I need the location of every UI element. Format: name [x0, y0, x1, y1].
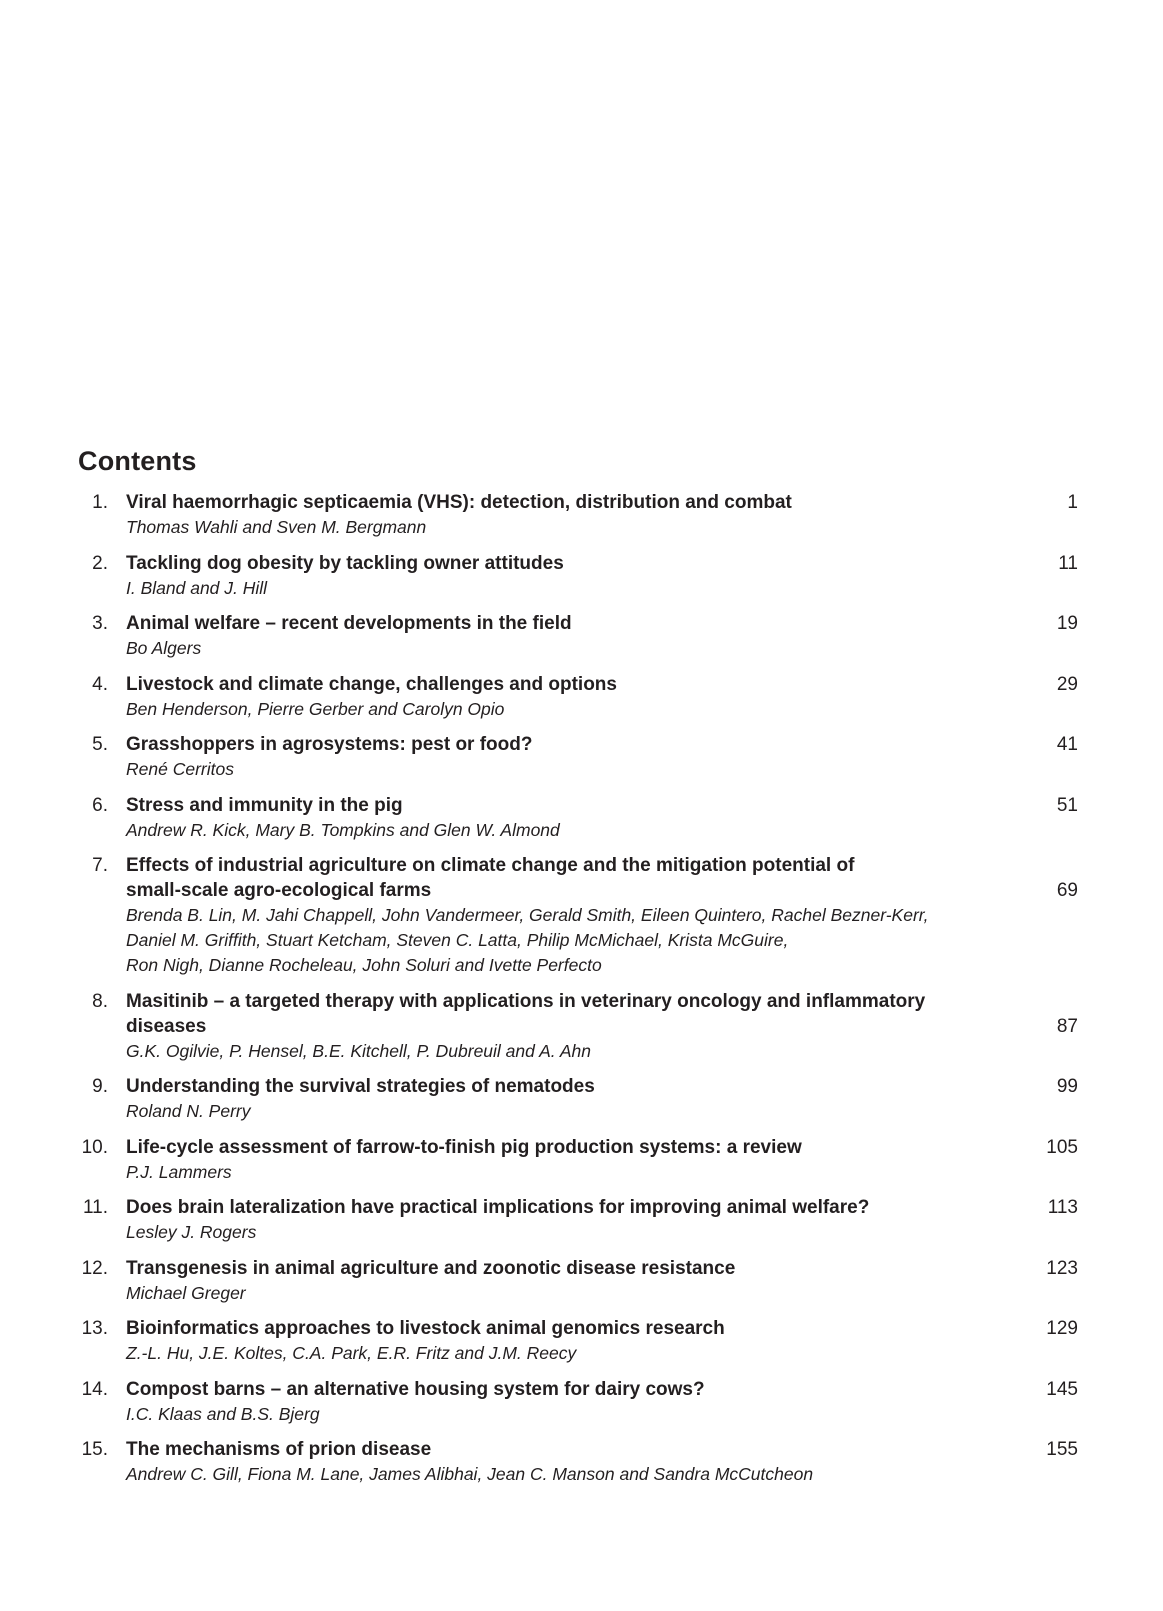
- chapter-title-line: Bioinformatics approaches to livestock animal genomics research: [126, 1318, 725, 1339]
- chapter-body: [108, 490, 1078, 540]
- chapter-title-line: small-scale agro-ecological farms: [126, 880, 432, 901]
- chapter-title-line: Livestock and climate change, challenges and options: [126, 673, 617, 695]
- chapter-page-number: 41: [1056, 734, 1078, 755]
- chapter-page-number: 105: [1046, 1136, 1078, 1158]
- toc-entry: [78, 793, 1078, 843]
- toc-entry: [78, 490, 1078, 540]
- chapter-body: [108, 1316, 1078, 1366]
- chapter-title-line: diseases: [126, 1015, 207, 1037]
- chapter-page-number: 99: [1056, 1076, 1078, 1097]
- chapter-title-line: The mechanisms of prion disease: [126, 1439, 432, 1460]
- chapter-title-line: Effects of industrial agriculture on climate change and the mitigation potential of: [126, 855, 855, 876]
- chapter-body: [108, 672, 1078, 722]
- chapter-authors-line: Roland N. Perry: [126, 1101, 251, 1121]
- chapter-body: [108, 989, 1078, 1064]
- chapter-title-line: Stress and immunity in the pig: [126, 794, 403, 816]
- toc-entry: [78, 1074, 1078, 1124]
- chapter-number: 11.: [82, 1197, 108, 1218]
- chapter-number: 15.: [81, 1439, 108, 1460]
- contents-heading: Contents: [78, 446, 197, 476]
- chapter-number: 9.: [92, 1076, 108, 1097]
- toc-entry: [78, 551, 1078, 601]
- table-of-contents: [78, 490, 1078, 1498]
- chapter-body: [108, 1377, 1078, 1427]
- chapter-page-number: 113: [1047, 1197, 1078, 1218]
- toc-entry: [78, 1256, 1078, 1306]
- chapter-authors-line: Daniel M. Griffith, Stuart Ketcham, Steven C. Latta, Philip McMichael, Krista McGuire,: [126, 930, 789, 950]
- chapter-number: 6.: [92, 794, 108, 816]
- chapter-authors-line: Michael Greger: [126, 1282, 246, 1303]
- chapter-number: 5.: [92, 734, 108, 755]
- chapter-body: [108, 1074, 1078, 1124]
- toc-entry: [78, 989, 1078, 1064]
- toc-entry: [78, 611, 1078, 661]
- chapter-authors-line: Ron Nigh, Dianne Rocheleau, John Soluri and Ivette Perfecto: [126, 955, 602, 975]
- chapter-number: 4.: [92, 673, 108, 695]
- chapter-authors-line: Andrew R. Kick, Mary B. Tompkins and Glen W. Almond: [126, 819, 560, 840]
- chapter-title-line: Viral haemorrhagic septicaemia (VHS): detection, distribution and combat: [126, 492, 792, 513]
- chapter-number: 10.: [81, 1136, 108, 1158]
- chapter-page-number: 87: [1056, 1015, 1078, 1037]
- chapter-authors-line: René Cerritos: [126, 759, 234, 779]
- chapter-title-line: Grasshoppers in agrosystems: pest or food?: [126, 734, 533, 755]
- chapter-title-line: Does brain lateralization have practical implications for improving animal welfare?: [126, 1197, 870, 1218]
- toc-entry: [78, 1437, 1078, 1487]
- chapter-page-number: 19: [1056, 613, 1078, 634]
- chapter-page-number: 11: [1058, 552, 1078, 574]
- chapter-body: [108, 853, 1078, 978]
- chapter-number: 3.: [92, 613, 108, 634]
- chapter-page-number: 155: [1046, 1439, 1078, 1460]
- chapter-page-number: 51: [1056, 794, 1078, 816]
- chapter-page-number: 145: [1046, 1378, 1078, 1400]
- chapter-authors-line: Z.-L. Hu, J.E. Koltes, C.A. Park, E.R. Fritz and J.M. Reecy: [126, 1343, 577, 1363]
- chapter-number: 7.: [92, 855, 108, 876]
- chapter-title-line: Transgenesis in animal agriculture and zoonotic disease resistance: [126, 1257, 736, 1279]
- chapter-authors-line: Brenda B. Lin, M. Jahi Chappell, John Vandermeer, Gerald Smith, Eileen Quintero, Rachel Bezner-Kerr,: [126, 905, 929, 925]
- chapter-body: [108, 611, 1078, 661]
- chapter-authors-line: Ben Henderson, Pierre Gerber and Carolyn Opio: [126, 698, 505, 719]
- chapter-body: [108, 1256, 1078, 1306]
- chapter-authors-line: I. Bland and J. Hill: [126, 577, 268, 598]
- chapter-authors-line: I.C. Klaas and B.S. Bjerg: [126, 1403, 320, 1424]
- chapter-number: 13.: [81, 1318, 108, 1339]
- chapter-title-line: Animal welfare – recent developments in the field: [126, 613, 572, 634]
- chapter-authors-line: P.J. Lammers: [126, 1161, 232, 1182]
- chapter-title-line: Understanding the survival strategies of nematodes: [126, 1076, 595, 1097]
- toc-entry: [78, 1377, 1078, 1427]
- chapter-page-number: 69: [1056, 880, 1078, 901]
- chapter-number: 14.: [81, 1378, 108, 1400]
- toc-entry: [78, 732, 1078, 782]
- chapter-page-number: 129: [1046, 1318, 1078, 1339]
- chapter-body: [108, 551, 1078, 601]
- chapter-authors-line: G.K. Ogilvie, P. Hensel, B.E. Kitchell, P. Dubreuil and A. Ahn: [126, 1040, 591, 1061]
- chapter-number: 2.: [92, 552, 108, 574]
- chapter-authors-line: Lesley J. Rogers: [126, 1222, 257, 1242]
- toc-entry: [78, 1195, 1078, 1245]
- chapter-page-number: 29: [1056, 673, 1078, 695]
- chapter-title-line: Life-cycle assessment of farrow-to-finish pig production systems: a review: [126, 1136, 802, 1158]
- toc-entry: [78, 853, 1078, 978]
- chapter-page-number: 1: [1067, 492, 1078, 513]
- chapter-title-line: Tackling dog obesity by tackling owner attitudes: [126, 552, 564, 574]
- chapter-number: 8.: [92, 990, 108, 1012]
- chapter-authors-line: Bo Algers: [126, 638, 202, 658]
- chapter-title-line: Compost barns – an alternative housing system for dairy cows?: [126, 1378, 705, 1400]
- chapter-number: 1.: [92, 492, 108, 513]
- chapter-body: [108, 1437, 1078, 1487]
- chapter-body: [108, 793, 1078, 843]
- chapter-body: [108, 1135, 1078, 1185]
- chapter-authors-line: Thomas Wahli and Sven M. Bergmann: [126, 517, 427, 537]
- chapter-body: [108, 1195, 1078, 1245]
- chapter-body: [108, 732, 1078, 782]
- chapter-number: 12.: [81, 1257, 108, 1279]
- toc-entry: [78, 672, 1078, 722]
- toc-entry: [78, 1135, 1078, 1185]
- chapter-page-number: 123: [1046, 1257, 1078, 1279]
- chapter-title-line: Masitinib – a targeted therapy with applications in veterinary oncology and inflammatory: [126, 990, 926, 1012]
- toc-entry: [78, 1316, 1078, 1366]
- chapter-authors-line: Andrew C. Gill, Fiona M. Lane, James Alibhai, Jean C. Manson and Sandra McCutcheon: [126, 1464, 814, 1484]
